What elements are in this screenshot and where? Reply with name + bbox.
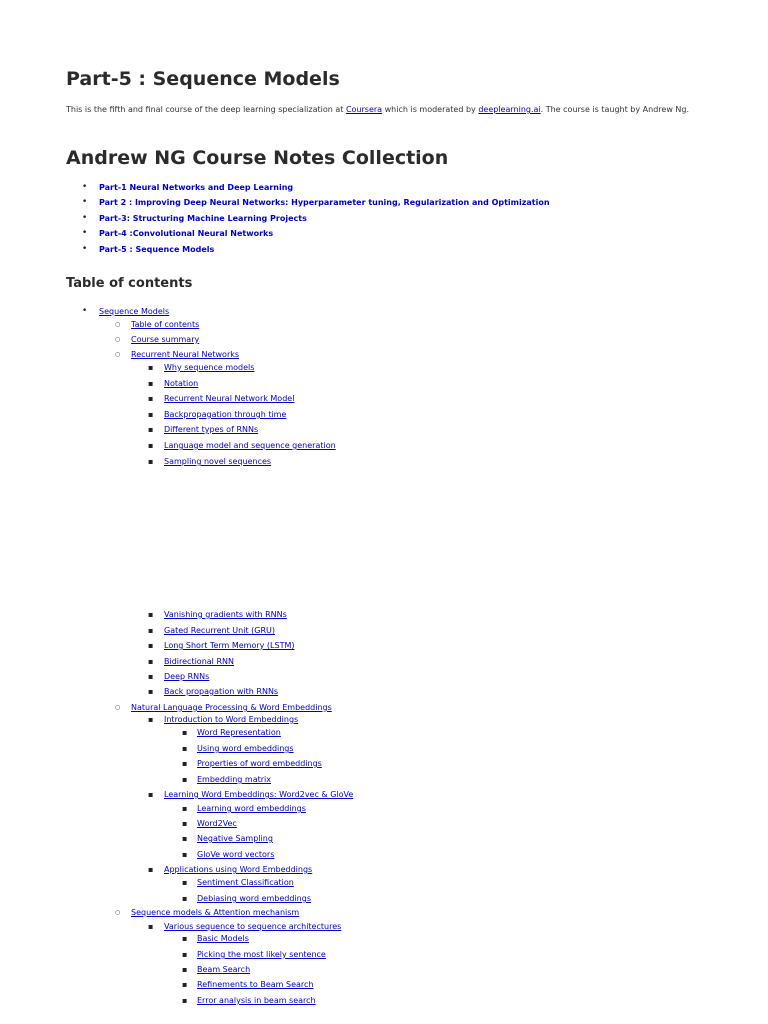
bullet-icon xyxy=(148,627,153,635)
bullet-icon xyxy=(148,688,153,696)
bullet-icon xyxy=(148,442,153,450)
bullet-icon xyxy=(148,642,153,650)
bullet-icon xyxy=(115,336,120,343)
bullet-icon xyxy=(148,673,153,681)
course-part-link[interactable]: Part-1 Neural Networks and Deep Learning xyxy=(99,183,294,192)
toc-link[interactable]: Deep RNNs xyxy=(164,672,210,681)
toc-link[interactable]: Bidirectional RNN xyxy=(164,657,234,666)
bullet-icon xyxy=(182,851,187,859)
bullet-icon xyxy=(148,866,153,874)
page-title: Part-5 : Sequence Models xyxy=(66,68,340,90)
deeplearning-link[interactable]: deeplearning.ai xyxy=(478,105,541,114)
course-part-link[interactable]: Part 2 : Improving Deep Neural Networks: Hyperparameter tuning, Regularization and Optimization xyxy=(99,198,550,207)
bullet-icon xyxy=(182,776,187,784)
toc-link[interactable]: Embedding matrix xyxy=(197,775,271,784)
bullet-icon xyxy=(148,658,153,666)
bullet-icon xyxy=(148,923,153,931)
bullet-icon xyxy=(82,230,87,237)
bullet-icon xyxy=(182,879,187,887)
bullet-icon xyxy=(182,745,187,753)
bullet-icon xyxy=(182,951,187,959)
bullet-icon xyxy=(82,308,87,315)
bullet-icon xyxy=(182,997,187,1005)
toc-link[interactable]: Vanishing gradients with RNNs xyxy=(164,610,287,619)
bullet-icon xyxy=(182,966,187,974)
course-part-link[interactable]: Part-5 : Sequence Models xyxy=(99,245,215,254)
toc-link[interactable]: Notation xyxy=(164,379,199,388)
bullet-icon xyxy=(148,364,153,372)
toc-link[interactable]: Sequence models & Attention mechanism xyxy=(131,908,300,917)
intro-text-middle: which is moderated by xyxy=(382,105,479,114)
bullet-icon xyxy=(148,611,153,619)
toc-link[interactable]: Sampling novel sequences xyxy=(164,457,272,466)
toc-link[interactable]: Applications using Word Embeddings xyxy=(164,865,313,874)
bullet-icon xyxy=(82,215,87,222)
toc-link[interactable]: Refinements to Beam Search xyxy=(197,980,314,989)
toc-link[interactable]: Language model and sequence generation xyxy=(164,441,336,450)
toc-link[interactable]: Long Short Term Memory (LSTM) xyxy=(164,641,295,650)
bullet-icon xyxy=(148,380,153,388)
bullet-icon xyxy=(182,835,187,843)
toc-link[interactable]: Various sequence to sequence architectures xyxy=(164,922,342,931)
toc-link[interactable]: Properties of word embeddings xyxy=(197,759,322,768)
toc-link[interactable]: Using word embeddings xyxy=(197,744,294,753)
toc-link[interactable]: Introduction to Word Embeddings xyxy=(164,715,299,724)
bullet-icon xyxy=(82,184,87,191)
toc-link[interactable]: Picking the most likely sentence xyxy=(197,950,326,959)
toc-link[interactable]: Sequence Models xyxy=(99,307,170,316)
toc-link[interactable]: Recurrent Neural Network Model xyxy=(164,394,295,403)
toc-link[interactable]: GloVe word vectors xyxy=(197,850,275,859)
toc-link[interactable]: Table of contents xyxy=(131,320,200,329)
toc-link[interactable]: Word Representation xyxy=(197,728,281,737)
intro-text-start: This is the fifth and final course of the deep learning specialization at xyxy=(66,105,346,114)
toc-link[interactable]: Learning word embeddings xyxy=(197,804,306,813)
toc-link[interactable]: Back propagation with RNNs xyxy=(164,687,279,696)
toc-link[interactable]: Recurrent Neural Networks xyxy=(131,350,240,359)
toc-link[interactable]: Backpropagation through time xyxy=(164,410,287,419)
bullet-icon xyxy=(115,909,120,916)
bullet-icon xyxy=(115,321,120,328)
intro-text-end: . The course is taught by Andrew Ng. xyxy=(540,105,690,114)
bullet-icon xyxy=(148,791,153,799)
toc-link[interactable]: Natural Language Processing & Word Embeddings xyxy=(131,703,332,712)
bullet-icon xyxy=(182,935,187,943)
toc-link[interactable]: Error analysis in beam search xyxy=(197,996,316,1005)
toc-link[interactable]: Sentiment Classification xyxy=(197,878,294,887)
toc-link[interactable]: Negative Sampling xyxy=(197,834,273,843)
bullet-icon xyxy=(182,820,187,828)
toc-link[interactable]: Learning Word Embeddings: Word2vec & GloVe xyxy=(164,790,354,799)
toc-link[interactable]: Course summary xyxy=(131,335,200,344)
toc-link[interactable]: Beam Search xyxy=(197,965,251,974)
bullet-icon xyxy=(148,426,153,434)
bullet-icon xyxy=(82,246,87,253)
course-part-link[interactable]: Part-4 :Convolutional Neural Networks xyxy=(99,229,274,238)
toc-link[interactable]: Gated Recurrent Unit (GRU) xyxy=(164,626,275,635)
bullet-icon xyxy=(82,199,87,206)
toc-link[interactable]: Debiasing word embeddings xyxy=(197,894,311,903)
intro-paragraph xyxy=(66,104,706,116)
bullet-icon xyxy=(182,981,187,989)
bullet-icon xyxy=(148,716,153,724)
toc-link[interactable]: Different types of RNNs xyxy=(164,425,259,434)
bullet-icon xyxy=(115,704,120,711)
toc-link[interactable]: Why sequence models xyxy=(164,363,255,372)
collection-heading: Andrew NG Course Notes Collection xyxy=(66,147,449,169)
toc-link[interactable]: Word2Vec xyxy=(197,819,237,828)
bullet-icon xyxy=(182,760,187,768)
bullet-icon xyxy=(148,411,153,419)
bullet-icon xyxy=(182,729,187,737)
toc-link[interactable]: Basic Models xyxy=(197,934,249,943)
bullet-icon xyxy=(182,895,187,903)
coursera-link[interactable]: Coursera xyxy=(345,105,383,114)
bullet-icon xyxy=(115,351,120,358)
bullet-icon xyxy=(148,395,153,403)
toc-heading: Table of contents xyxy=(66,276,193,291)
course-part-link[interactable]: Part-3: Structuring Machine Learning Projects xyxy=(99,214,307,223)
bullet-icon xyxy=(182,805,187,813)
bullet-icon xyxy=(148,458,153,466)
